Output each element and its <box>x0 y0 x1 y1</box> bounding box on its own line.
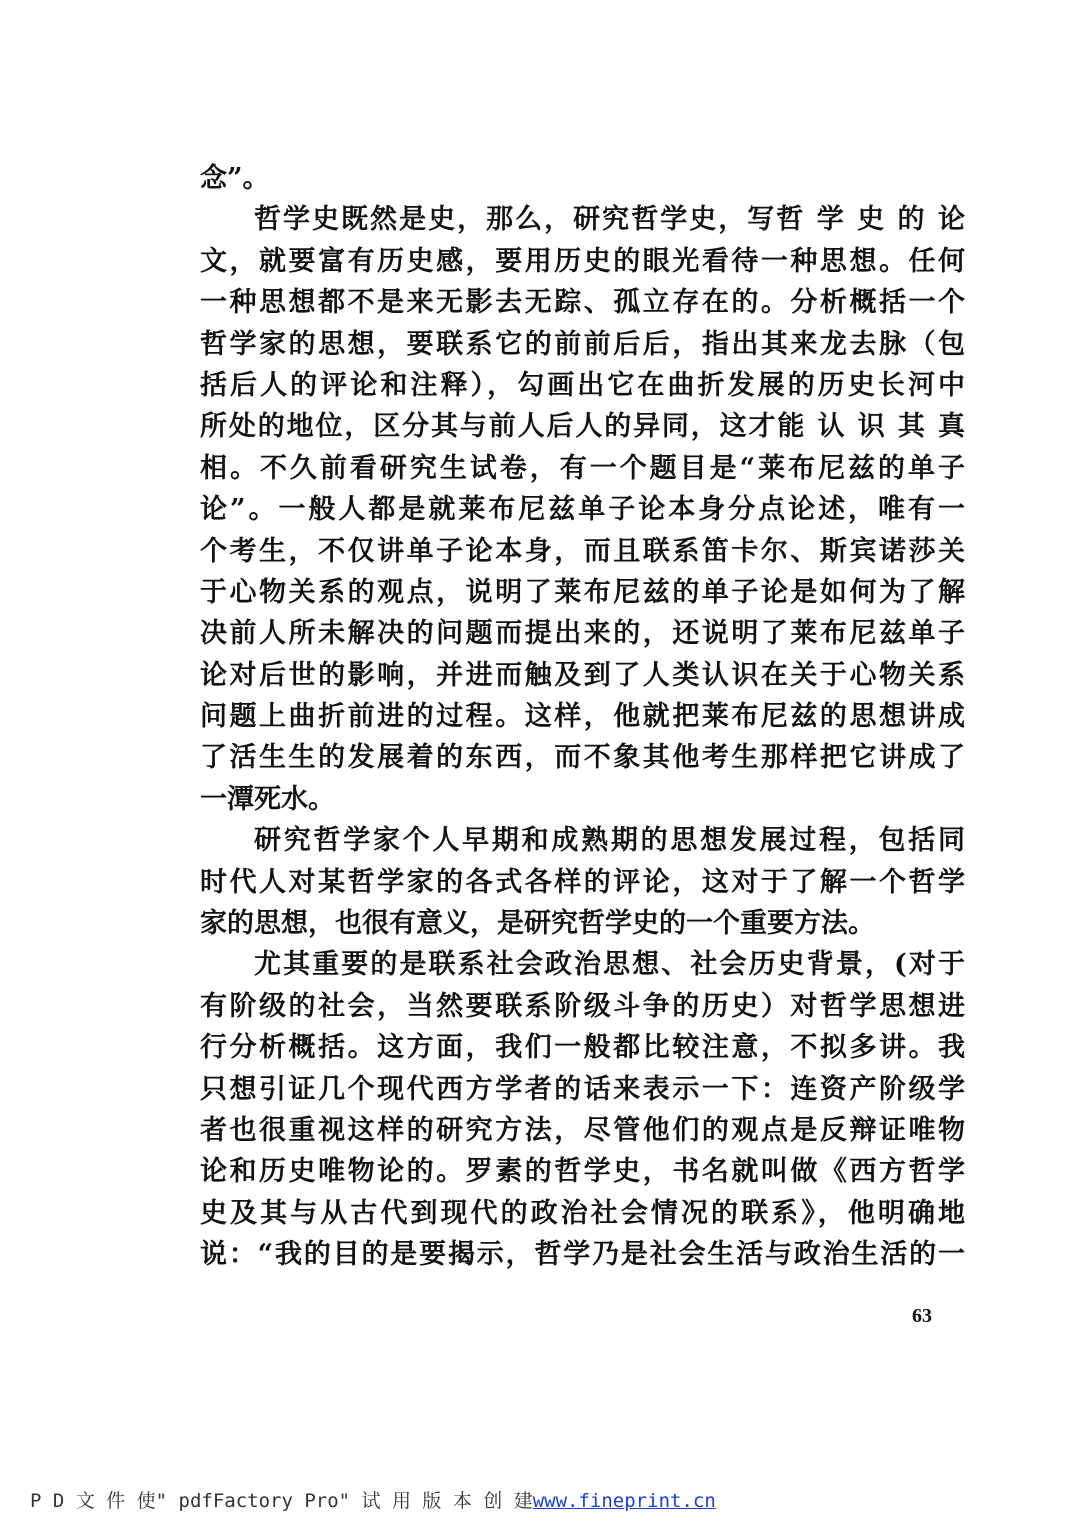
text-line: 论和历史唯物论的。罗素的哲学史，书名就叫做《西方哲学 <box>200 1156 965 1188</box>
text-line: 一种思想都不是来无影去无踪、孤立存在的。分析概括一个 <box>200 287 965 319</box>
text-line: 念”。 <box>200 163 270 194</box>
paragraph-start-line: 哲学史既然是史，那么，研究哲学史，写哲 学 史 的 论 <box>254 204 965 236</box>
paragraph-start-line: 研究哲学家个人早期和成熟期的思想发展过程，包括同 <box>254 825 965 857</box>
text-line: 行分析概括。这方面，我们一般都比较注意，不拟多讲。我 <box>200 1032 965 1064</box>
text-line: 家的思想，也很有意义，是研究哲学史的一个重要方法。 <box>200 908 875 940</box>
text-line: 问题上曲折前进的过程。这样，他就把莱布尼兹的思想讲成 <box>200 701 965 733</box>
text-line: 所处的地位，区分其与前人后人的异同，这才能 认 识 其 真 <box>200 411 965 443</box>
text-line: 了活生生的发展着的东西，而不象其他考生那样把它讲成了 <box>200 742 965 774</box>
footer-link[interactable]: www.fineprint.cn <box>532 1490 716 1512</box>
paragraph-start-line: 尤其重要的是联系社会政治思想、社会历史背景，(对于 <box>254 949 965 981</box>
text-line: 说：“我的目的是要揭示，哲学乃是社会生活与政治生活的一 <box>200 1239 965 1271</box>
text-line: 括后人的评论和注释），勾画出它在曲折发展的历史长河中 <box>200 369 965 401</box>
text-line: 于心物关系的观点，说明了莱布尼兹的单子论是如何为了解 <box>200 576 965 608</box>
text-line: 有阶级的社会，当然要联系阶级斗争的历史）对哲学思想进 <box>200 990 965 1022</box>
text-line: 相。不久前看研究生试卷，有一个题目是“莱布尼兹的单子 <box>200 452 965 484</box>
footer-text: P D 文 件 使" pdfFactory Pro" 试 用 版 本 创 建 <box>30 1490 533 1512</box>
text-line: 个考生，不仅讲单子论本身，而且联系笛卡尔、斯宾诺莎关 <box>200 535 965 567</box>
text-line: 只想引证几个现代西方学者的话来表示一下：连资产阶级学 <box>200 1073 965 1105</box>
text-line: 一潭死水。 <box>200 783 335 815</box>
text-line: 哲学家的思想，要联系它的前前后后，指出其来龙去脉（包 <box>200 328 965 360</box>
text-line: 时代人对某哲学家的各式各样的评论，这对于了解一个哲学 <box>200 866 965 898</box>
text-line: 决前人所未解决的问题而提出来的，还说明了莱布尼兹单子 <box>200 618 965 650</box>
text-line: 史及其与从古代到现代的政治社会情况的联系》，他明确地 <box>200 1197 965 1229</box>
page-number: 63 <box>912 1305 932 1327</box>
text-line: 文，就要富有历史感，要用历史的眼光看待一种思想。任何 <box>200 245 965 277</box>
text-line: 论”。一般人都是就莱布尼兹单子论本身分点论述，唯有一 <box>200 494 965 526</box>
body-text <box>200 158 965 1276</box>
text-line: 者也很重视这样的研究方法，尽管他们的观点是反辩证唯物 <box>200 1114 965 1146</box>
text-line: 论对后世的影响，并进而触及到了人类认识在关于心物关系 <box>200 659 965 691</box>
pdf-footer <box>30 1486 716 1513</box>
